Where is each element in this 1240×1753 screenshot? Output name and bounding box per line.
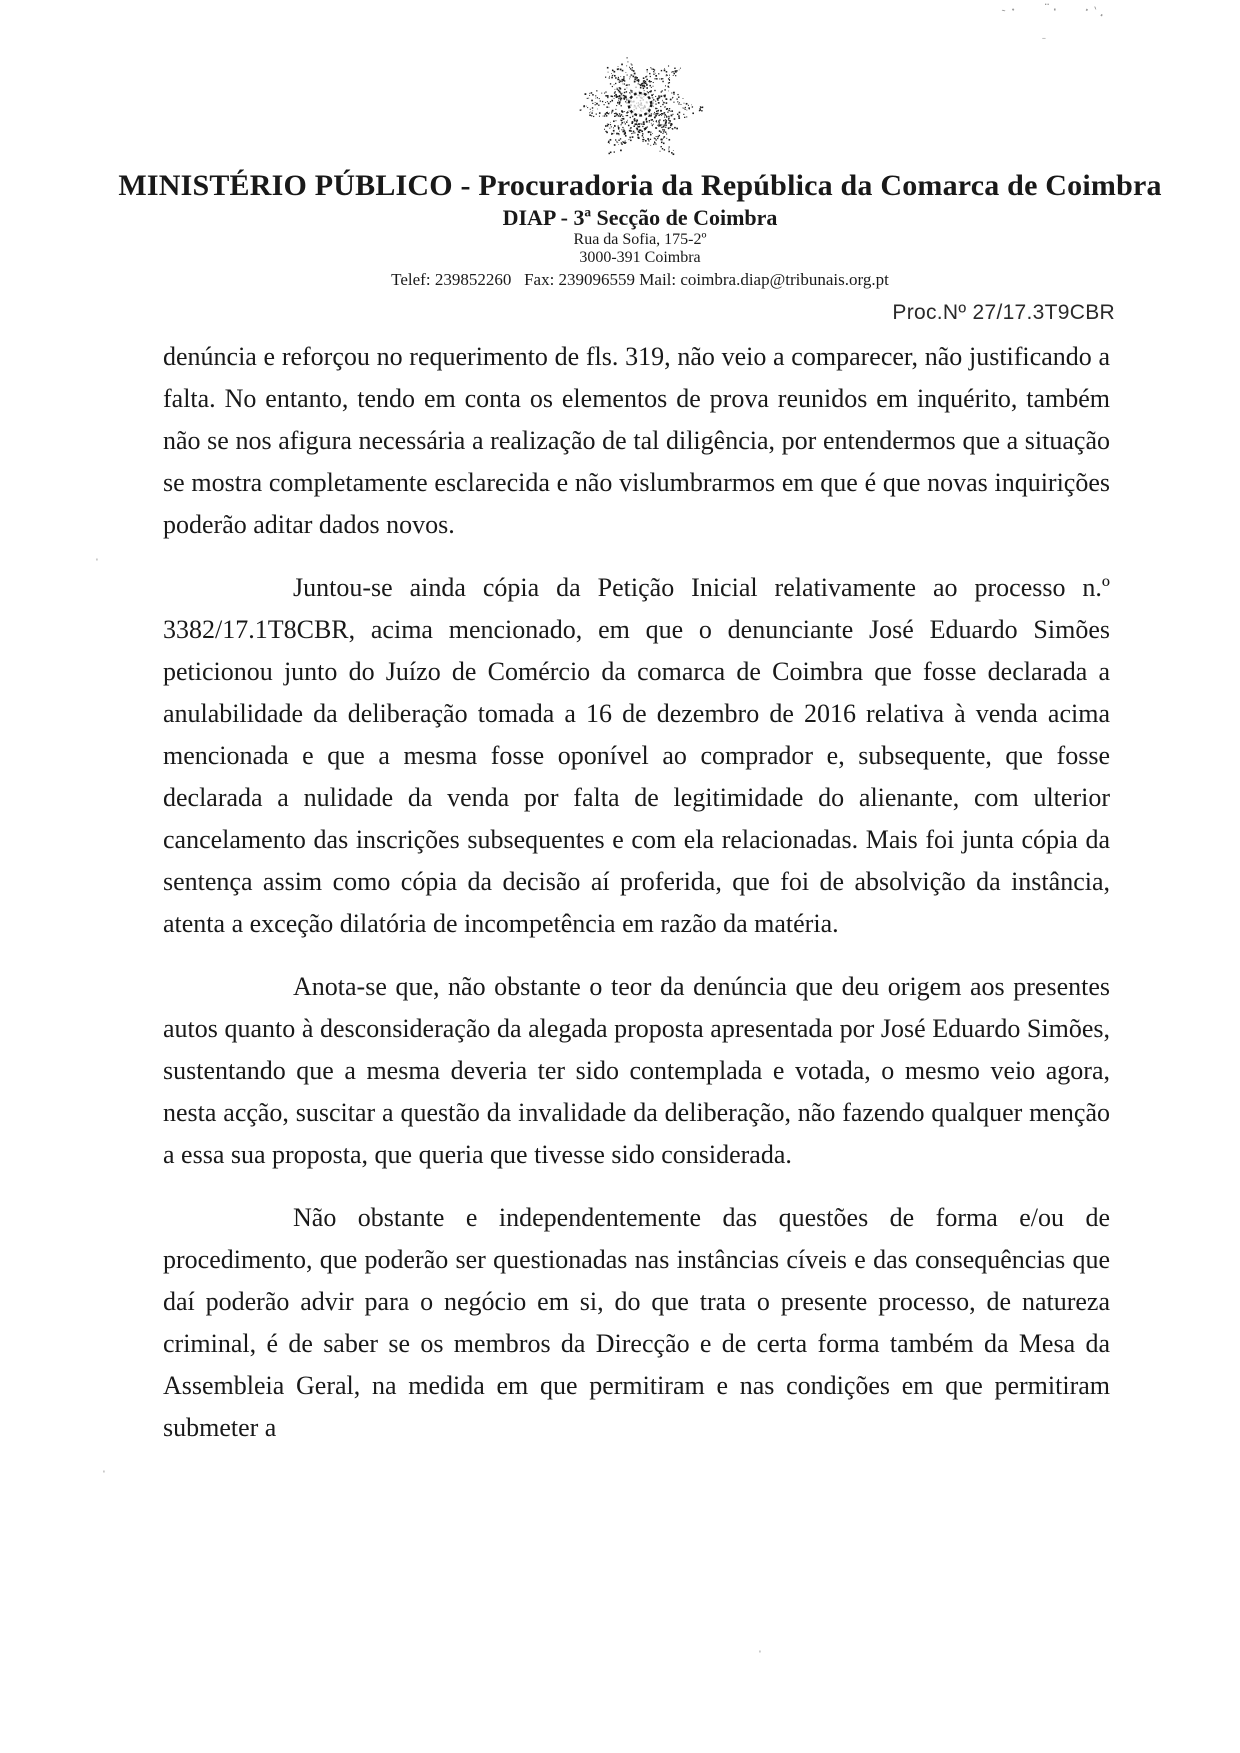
scan-speck: ¨· (1043, 3, 1059, 18)
body-paragraph: Anota-se que, não obstante o teor da denúncia que deu origem aos presentes autos quanto à desconsideração da alegada proposta apresentada por José Eduardo Simões, sustentando que a mesma deveria ter sido contemplada e votada, o mesmo veio agora, nesta acção, suscitar a questão da invalidade da deliberação, não fazendo qualquer menção a essa sua proposta, que queria que tivesse sido considerada. (163, 972, 1110, 1169)
address-line-2: 3000-391 Coimbra (579, 249, 701, 266)
scan-speck: · (93, 553, 101, 568)
scan-speck: ·`· (1080, 2, 1108, 25)
dept-subtitle: DIAP - 3ª Secção de Coimbra (502, 205, 778, 230)
scan-speck: - (1040, 31, 1048, 46)
scan-speck: `· (999, 1, 1022, 24)
document-body (163, 336, 1110, 1470)
coat-of-arms-emblem (565, 50, 715, 166)
scan-speck: · (100, 1465, 108, 1480)
body-paragraph: denúncia e reforçou no requerimento de fls. 319, não veio a comparecer, não justificando a falta. No entanto, tendo em conta os elementos de prova reunidos em inquérito, também não se nos afigura necessária a realização de tal diligência, por entendermos que a situação se mostra completamente esclarecida e não vislumbrarmos em que é que novas inquirições poderão aditar dados novos. (163, 342, 1110, 539)
letterhead (40, 50, 1240, 289)
process-number: Proc.Nº 27/17.3T9CBR (892, 301, 1115, 324)
scan-speck: · (756, 1645, 764, 1660)
org-title: MINISTÉRIO PÚBLICO - Procuradoria da República da Comarca de Coimbra (118, 169, 1162, 202)
body-paragraph: Juntou-se ainda cópia da Petição Inicial relativamente ao processo n.º 3382/17.1T8CBR, acima mencionado, em que o denunciante José Eduardo Simões peticionou junto do Juízo de Comércio da comarca de Coimbra que fosse declarada a anulabilidade da deliberação tomada a 16 de dezembro de 2016 relativa à venda acima mencionada e que a mesma fosse oponível ao comprador e, subsequente, que fosse declarada a nulidade da venda por falta de legitimidade do alienante, com ulterior cancelamento das inscrições subsequentes e com ela relacionadas. Mais foi junta cópia da sentença assim como cópia da decisão aí proferida, que foi de absolvição da instância, atenta a exceção dilatória de incompetência em razão da matéria. (163, 573, 1110, 938)
body-paragraph: Não obstante e independentemente das questões de forma e/ou de procedimento, que poderão ser questionadas nas instâncias cíveis e das consequências que daí poderão advir para o negócio em si, do que trata o presente processo, de natureza criminal, é de saber se os membros da Direcção e de certa forma também da Mesa da Assembleia Geral, na medida em que permitiram e nas condições em que permitiram submeter a (163, 1203, 1110, 1442)
contact-line: Telef: 239852260 Fax: 239096559 Mail: coimbra.diap@tribunais.org.pt (391, 270, 889, 289)
address-line-1: Rua da Sofia, 175-2º (573, 231, 707, 248)
